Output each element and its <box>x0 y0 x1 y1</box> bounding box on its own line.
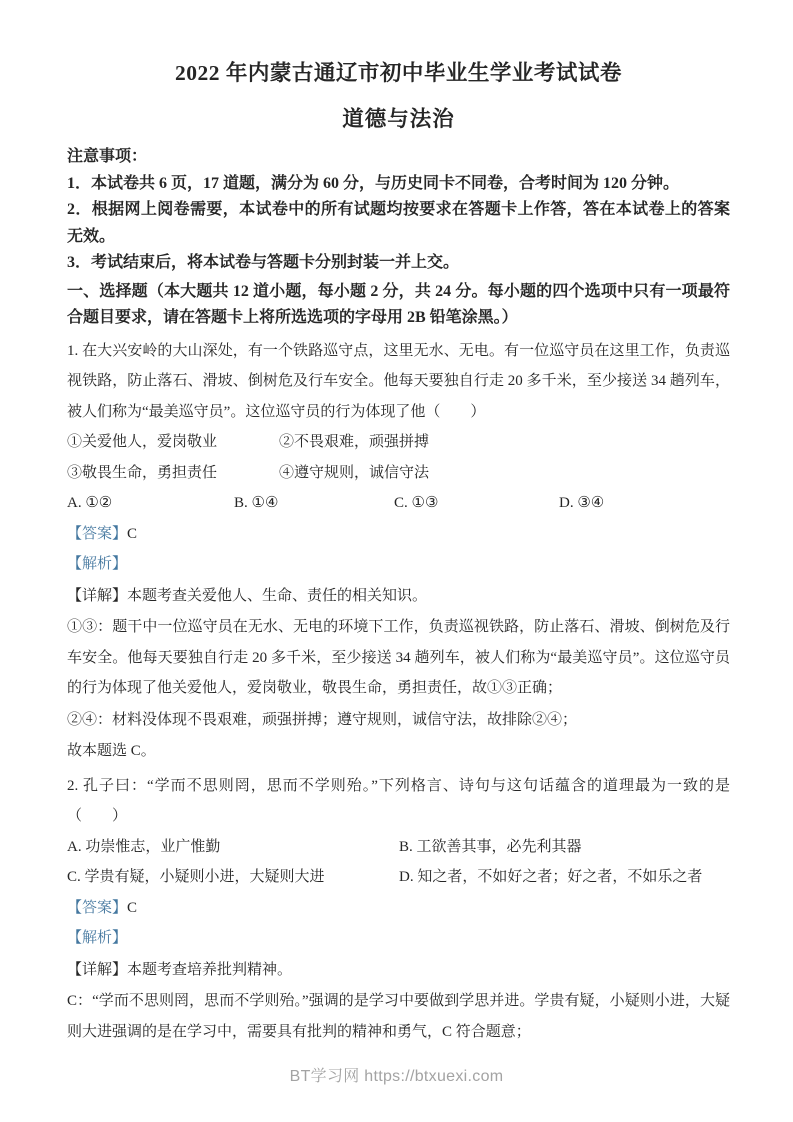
statement-2: ②不畏艰难，顽强拼搏 <box>279 434 430 450</box>
section-one-heading: 一、选择题（本大题共 12 道小题，每小题 2 分，共 24 分。每小题的四个选项中只有一项最符合题目要求，请在答题卡上将所选选项的字母用 2B 铅笔涂黑。） <box>67 282 730 326</box>
statement-3: ③敬畏生命，勇担责任 <box>67 464 218 481</box>
statement-4: ④遵守规则，诚信守法 <box>279 464 430 481</box>
answer-value: C <box>127 899 138 916</box>
notice-item-3: 3．考试结束后，将本试卷与答题卡分别封装一并上交。 <box>67 254 460 271</box>
question-1 <box>67 336 730 767</box>
question-1-analysis-label: 【解析】 <box>67 556 128 572</box>
question-1-detail-1: 【详解】本题考查关爱他人、生命、责任的相关知识。 <box>67 587 428 604</box>
option-c: C. 学贵有疑，小疑则小进，大疑则大进 <box>67 869 325 885</box>
question-1-stem: 1. 在大兴安岭的大山深处，有一个铁路巡守点，这里无水、无电。有一位巡守员在这里工作，负责巡视铁路，防止落石、滑坡、倒树危及行车安全。他每天要独自行走 20 多千米，至少接送 34 趟列车，被人们称为“最美巡守员”。这位巡守员的行为体现了他（ ） <box>67 342 730 420</box>
question-2-analysis-label: 【解析】 <box>67 930 128 946</box>
option-b: B. ①④ <box>234 495 279 511</box>
notice-item-2: 2．根据网上阅卷需要，本试卷中的所有试题均按要求在答题卡上作答，答在本试卷上的答案无效。 <box>67 201 730 245</box>
question-2-stem: 2. 孔子曰：“学而不思则罔，思而不学则殆。”下列格言、诗句与这句话蕴含的道理最为一致的是（ ） <box>67 777 730 824</box>
notice-heading: 注意事项： <box>67 148 148 165</box>
notice-item-1: 1．本试卷共 6 页，17 道题，满分为 60 分，与历史同卡不同卷，合考时间为 120 分钟。 <box>67 174 680 192</box>
notice-section <box>67 144 730 277</box>
question-1-detail-3: ②④：材料没体现不畏艰难，顽强拼搏；遵守规则，诚信守法，故排除②④； <box>67 711 578 728</box>
question-1-detail-2: ①③：题干中一位巡守员在无水、无电的环境下工作，负责巡视铁路，防止落石、滑坡、倒树危及行车安全。他每天要独自行走 20 多千米，至少接送 34 趟列车，被人们称为“最美巡守员”。这位巡守员的行为体现了他关爱他人，爱岗敬业，敬畏生命，勇担责任，故①③正确； <box>67 619 730 696</box>
footer-watermark: BT学习网 https://btxuexi.com <box>289 1068 504 1085</box>
option-d: D. ③④ <box>559 495 605 511</box>
option-c: C. ①③ <box>394 495 439 511</box>
question-2-detail-2: C：“学而不思则罔，思而不学则殆。”强调的是学习中要做到学思并进。学贵有疑，小疑则小进，大疑则大进强调的是在学习中，需要具有批判的精神和勇气，C 符合题意； <box>67 993 730 1040</box>
page-title: 2022 年内蒙古通辽市初中毕业生学业考试试卷 <box>175 61 622 85</box>
option-a: A. 功崇惟志，业广惟勤 <box>67 838 221 855</box>
statement-1: ①关爱他人，爱岗敬业 <box>67 434 218 450</box>
answer-label: 【答案】 <box>67 525 128 542</box>
question-2 <box>67 771 730 1048</box>
question-1-answer-line <box>67 519 730 550</box>
question-2-answer-line <box>67 893 730 924</box>
question-2-options-row-1 <box>67 832 730 863</box>
option-b: B. 工欲善其事，必先利其器 <box>399 838 582 855</box>
option-d: D. 知之者，不如好之者；好之者，不如乐之者 <box>399 869 703 885</box>
question-2-detail-1: 【详解】本题考查培养批判精神。 <box>67 961 293 978</box>
question-1-detail-4: 故本题选 C。 <box>67 743 156 759</box>
question-1-statements-row-1 <box>67 427 730 458</box>
answer-label: 【答案】 <box>67 899 128 916</box>
question-1-statements-row-2 <box>67 458 730 489</box>
answer-value: C <box>127 525 138 542</box>
page-subject: 道德与法治 <box>342 107 455 131</box>
question-1-options <box>67 488 730 519</box>
option-a: A. ①② <box>67 495 113 511</box>
question-2-options-row-2 <box>67 862 730 893</box>
